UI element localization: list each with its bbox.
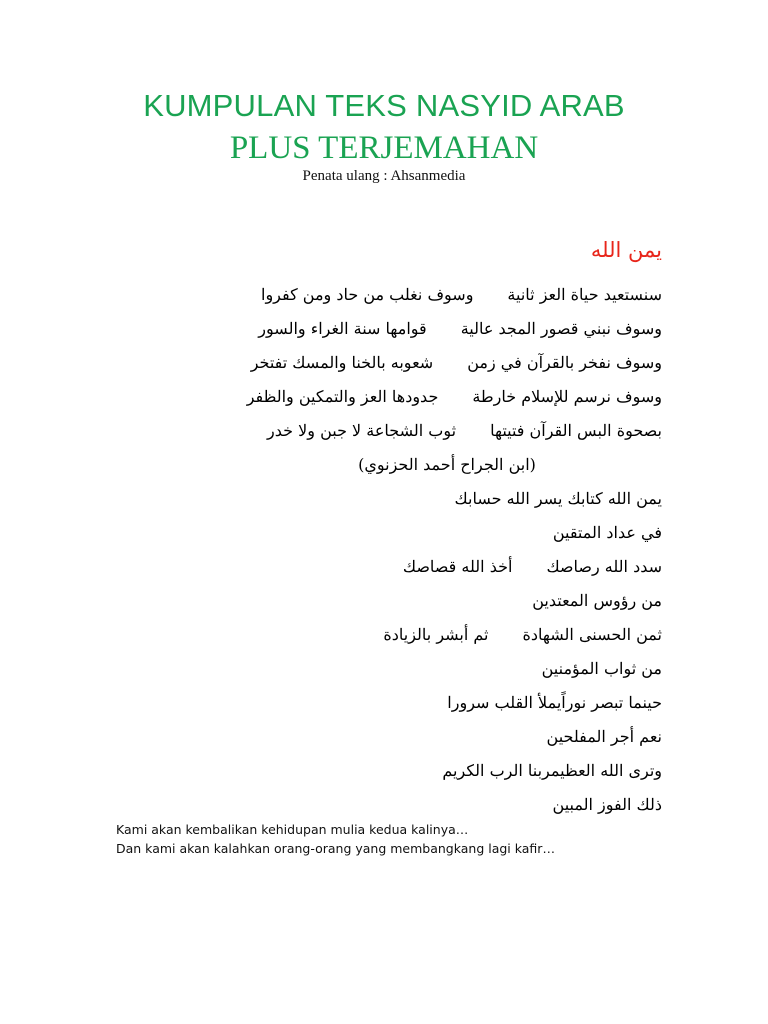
lyric-verse-a: يمن الله كتابك يسر الله حسابك [454,489,662,508]
lyric-verse-b: ثم أبشر بالزيادة [383,625,489,644]
document-subtitle: PLUS TERJEMAHAN [229,130,539,166]
lyric-verse-b: ثوب الشجاعة لا جبن ولا خدر [267,421,457,440]
lyric-verse-b: شعوبه بالخنا والمسك تفتخر [250,353,434,372]
lyric-verse-a: ثمن الحسنى الشهادة [522,625,662,644]
lyric-line [232,550,662,584]
lyric-verse-a: نعم أجر المفلحين [546,727,662,746]
lyric-verse-a: ذلك الفوز المبين [552,795,662,814]
lyric-line [232,754,662,788]
lyric-line [232,346,662,380]
lyric-verse-a: وسوف نبني قصور المجد عالية [460,319,662,338]
lyric-verse-a: في عداد المتقين [552,523,662,542]
lyric-line [232,312,662,346]
lyric-line [232,414,662,448]
nasyid-title: يمن الله [590,238,662,262]
lyric-line [232,482,662,516]
lyric-line [232,278,662,312]
lyric-verse-a: وترى الله العظيمربنا الرب الكريم [442,761,662,780]
lyric-verse-a: بصحوة البس القرآن فتيتها [490,421,662,440]
lyric-line [232,652,662,686]
lyric-verse-b: أخذ الله قصاصك [402,557,513,576]
document-title: KUMPULAN TEKS NASYID ARAB [143,88,625,123]
lyric-verse-a: سنستعيد حياة العز ثانية [507,285,662,304]
attribution-text: (ابن الجراح أحمد الحزنوي) [358,455,536,474]
lyric-verse-a: حينما تبصر نوراًيملأ القلب سرورا [447,693,662,712]
lyric-line [232,380,662,414]
translation-line: Kami akan kembalikan kehidupan mulia kedua kalinya… [116,822,469,837]
translation-line: Dan kami akan kalahkan orang-orang yang membangkang lagi kafir… [116,841,555,856]
lyric-line [232,788,662,822]
lyric-attribution [232,448,662,482]
lyric-line [232,584,662,618]
lyric-verse-a: من ثواب المؤمنين [541,659,662,678]
lyric-verse-b: جدودها العز والتمكين والظفر [246,387,439,406]
lyric-verse-a: سدد الله رصاصك [546,557,662,576]
credit-line: Penata ulang : Ahsanmedia [302,168,466,184]
lyric-line [232,618,662,652]
lyric-verse-a: من رؤوس المعتدين [532,591,662,610]
lyric-verse-b: وسوف نغلب من حاد ومن كفروا [261,285,474,304]
lyric-line [232,516,662,550]
lyric-verse-a: وسوف نفخر بالقرآن في زمن [467,353,662,372]
lyric-line [232,686,662,720]
lyric-verse-a: وسوف نرسم للإسلام خارطة [472,387,662,406]
nasyid-lyrics [232,278,662,822]
translation-block [116,820,555,858]
lyric-line [232,720,662,754]
lyric-verse-b: قوامها سنة الغراء والسور [258,319,427,338]
